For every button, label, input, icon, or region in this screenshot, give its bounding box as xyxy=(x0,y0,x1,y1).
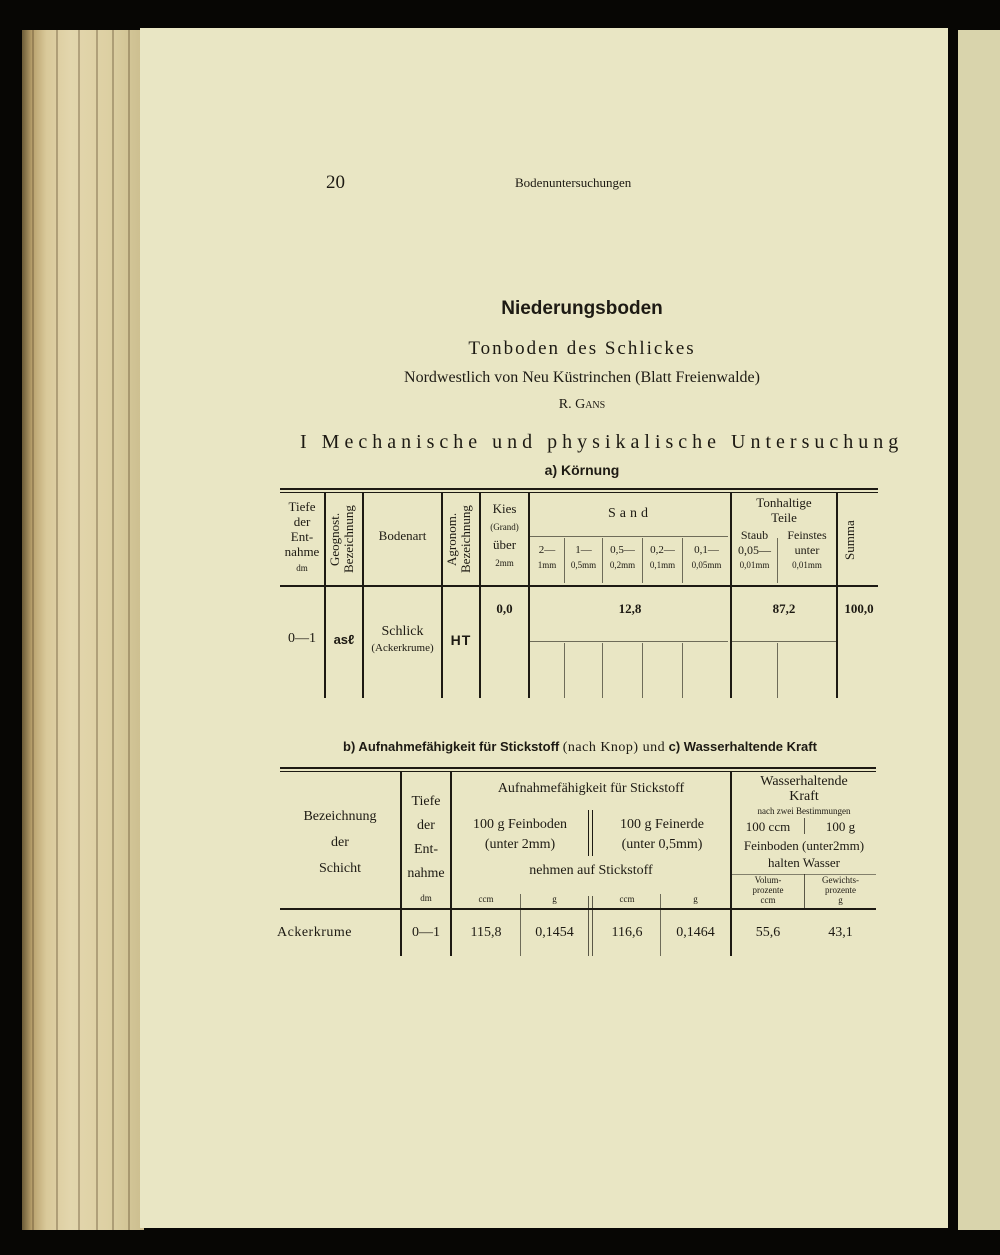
col-geognost-header: Geognost. Bezeichnung xyxy=(327,505,356,573)
col-nehmen-header: nehmen auf Stickstoff xyxy=(529,863,653,878)
sand-fraction-1: 2— 1mm xyxy=(537,544,557,570)
col-summa-header: Summa xyxy=(842,520,857,560)
location-line: Nordwestlich von Neu Küstrinchen (Blatt Freienwalde) xyxy=(404,369,760,386)
cell-tonhaltige-total: 87,2 xyxy=(772,601,796,616)
col-bodenart-header: Bodenart xyxy=(378,528,427,543)
sub-heading: Tonboden des Schlickes xyxy=(468,338,696,359)
unit-ccm-1: ccm xyxy=(478,894,494,904)
sand-fraction-3: 0,5— 0,2mm xyxy=(609,544,636,570)
col-feinerde-header: 100 g Feinerde (unter 0,5mm) xyxy=(620,817,704,852)
cell-sand-total: 12,8 xyxy=(618,601,642,616)
cell-fb-g: 0,1454 xyxy=(535,925,574,940)
cell-bezeichnung: Ackerkrume xyxy=(277,925,352,940)
author-line: R. Gans xyxy=(558,397,606,412)
sand-fraction-5: 0,1— 0,05mm xyxy=(691,544,722,570)
col-wasser-header: Wasserhaltende Kraft xyxy=(760,774,848,804)
cell-agronom: HT xyxy=(450,632,472,648)
w-col-ccm: 100 ccm xyxy=(745,819,791,834)
cell-fb-ccm: 115,8 xyxy=(470,925,502,940)
col-feinboden-header: 100 g Feinboden (unter 2mm) xyxy=(472,817,568,852)
w-description: Feinboden (unter2mm) halten Wasser xyxy=(743,838,865,870)
col-aufnahme-header: Aufnahmefähigkeit für Stickstoff xyxy=(497,781,685,796)
section-heading: Niederungsboden xyxy=(501,298,663,319)
unit-ccm-2: ccm xyxy=(619,894,635,904)
cell-geognost: asℓ xyxy=(333,632,355,647)
cell-fe-ccm: 116,6 xyxy=(611,925,643,940)
cell-bodenart: Schlick (Ackerkrume) xyxy=(371,624,434,654)
cell-tiefe-b: 0—1 xyxy=(412,925,440,940)
unit-g-2: g xyxy=(693,894,698,904)
col-kies-header: Kies (Grand) über 2mm xyxy=(490,501,519,568)
bestimmungen-note: nach zwei Bestimmungen xyxy=(757,806,851,816)
unit-g-1: g xyxy=(552,894,557,904)
w-col-g: 100 g xyxy=(825,819,856,834)
cell-gewicht: 43,1 xyxy=(828,925,853,940)
col-bezeichnung-header: Bezeichnung der Schicht xyxy=(303,809,377,876)
running-head: Bodenuntersuchungen xyxy=(515,175,632,190)
cell-kies: 0,0 xyxy=(496,601,513,616)
cell-volum: 55,6 xyxy=(755,925,781,940)
book-page-edges xyxy=(22,30,144,1230)
sand-fraction-4: 0,2— 0,1mm xyxy=(649,544,676,570)
w-volum-header: Volum- prozente ccm xyxy=(752,875,784,905)
col-tonhaltige-header: Tonhaltige Teile xyxy=(756,495,812,525)
col-tiefe-b-header: Tiefe der Ent- nahme dm xyxy=(407,794,445,903)
col-staub-header: Staub 0,05— 0,01mm xyxy=(738,528,771,570)
section-bc-title: b) Aufnahmefähigkeit für Stickstoff (nach Knop) und c) Wasserhaltende Kraft xyxy=(343,739,817,755)
cell-tiefe: 0—1 xyxy=(288,631,316,646)
w-gewicht-header: Gewichts- prozente g xyxy=(822,875,859,905)
sand-fraction-2: 1— 0,5mm xyxy=(570,544,597,570)
book-page xyxy=(140,28,948,1228)
page-number: 20 xyxy=(326,172,345,193)
col-feinstes-header: Feinstes unter 0,01mm xyxy=(787,528,827,570)
col-tiefe-header: Tiefe der Ent- nahme dm xyxy=(284,499,320,573)
col-sand-header: Sand xyxy=(608,506,652,521)
section-one-title: I Mechanische und physikalische Untersuchung xyxy=(300,431,904,453)
cell-summa: 100,0 xyxy=(844,601,874,616)
section-a-title: a) Körnung xyxy=(544,462,620,478)
col-agronom-header: Agronom. Bezeichnung xyxy=(444,505,473,573)
next-page-edge xyxy=(958,30,1000,1230)
cell-fe-g: 0,1464 xyxy=(676,925,715,940)
